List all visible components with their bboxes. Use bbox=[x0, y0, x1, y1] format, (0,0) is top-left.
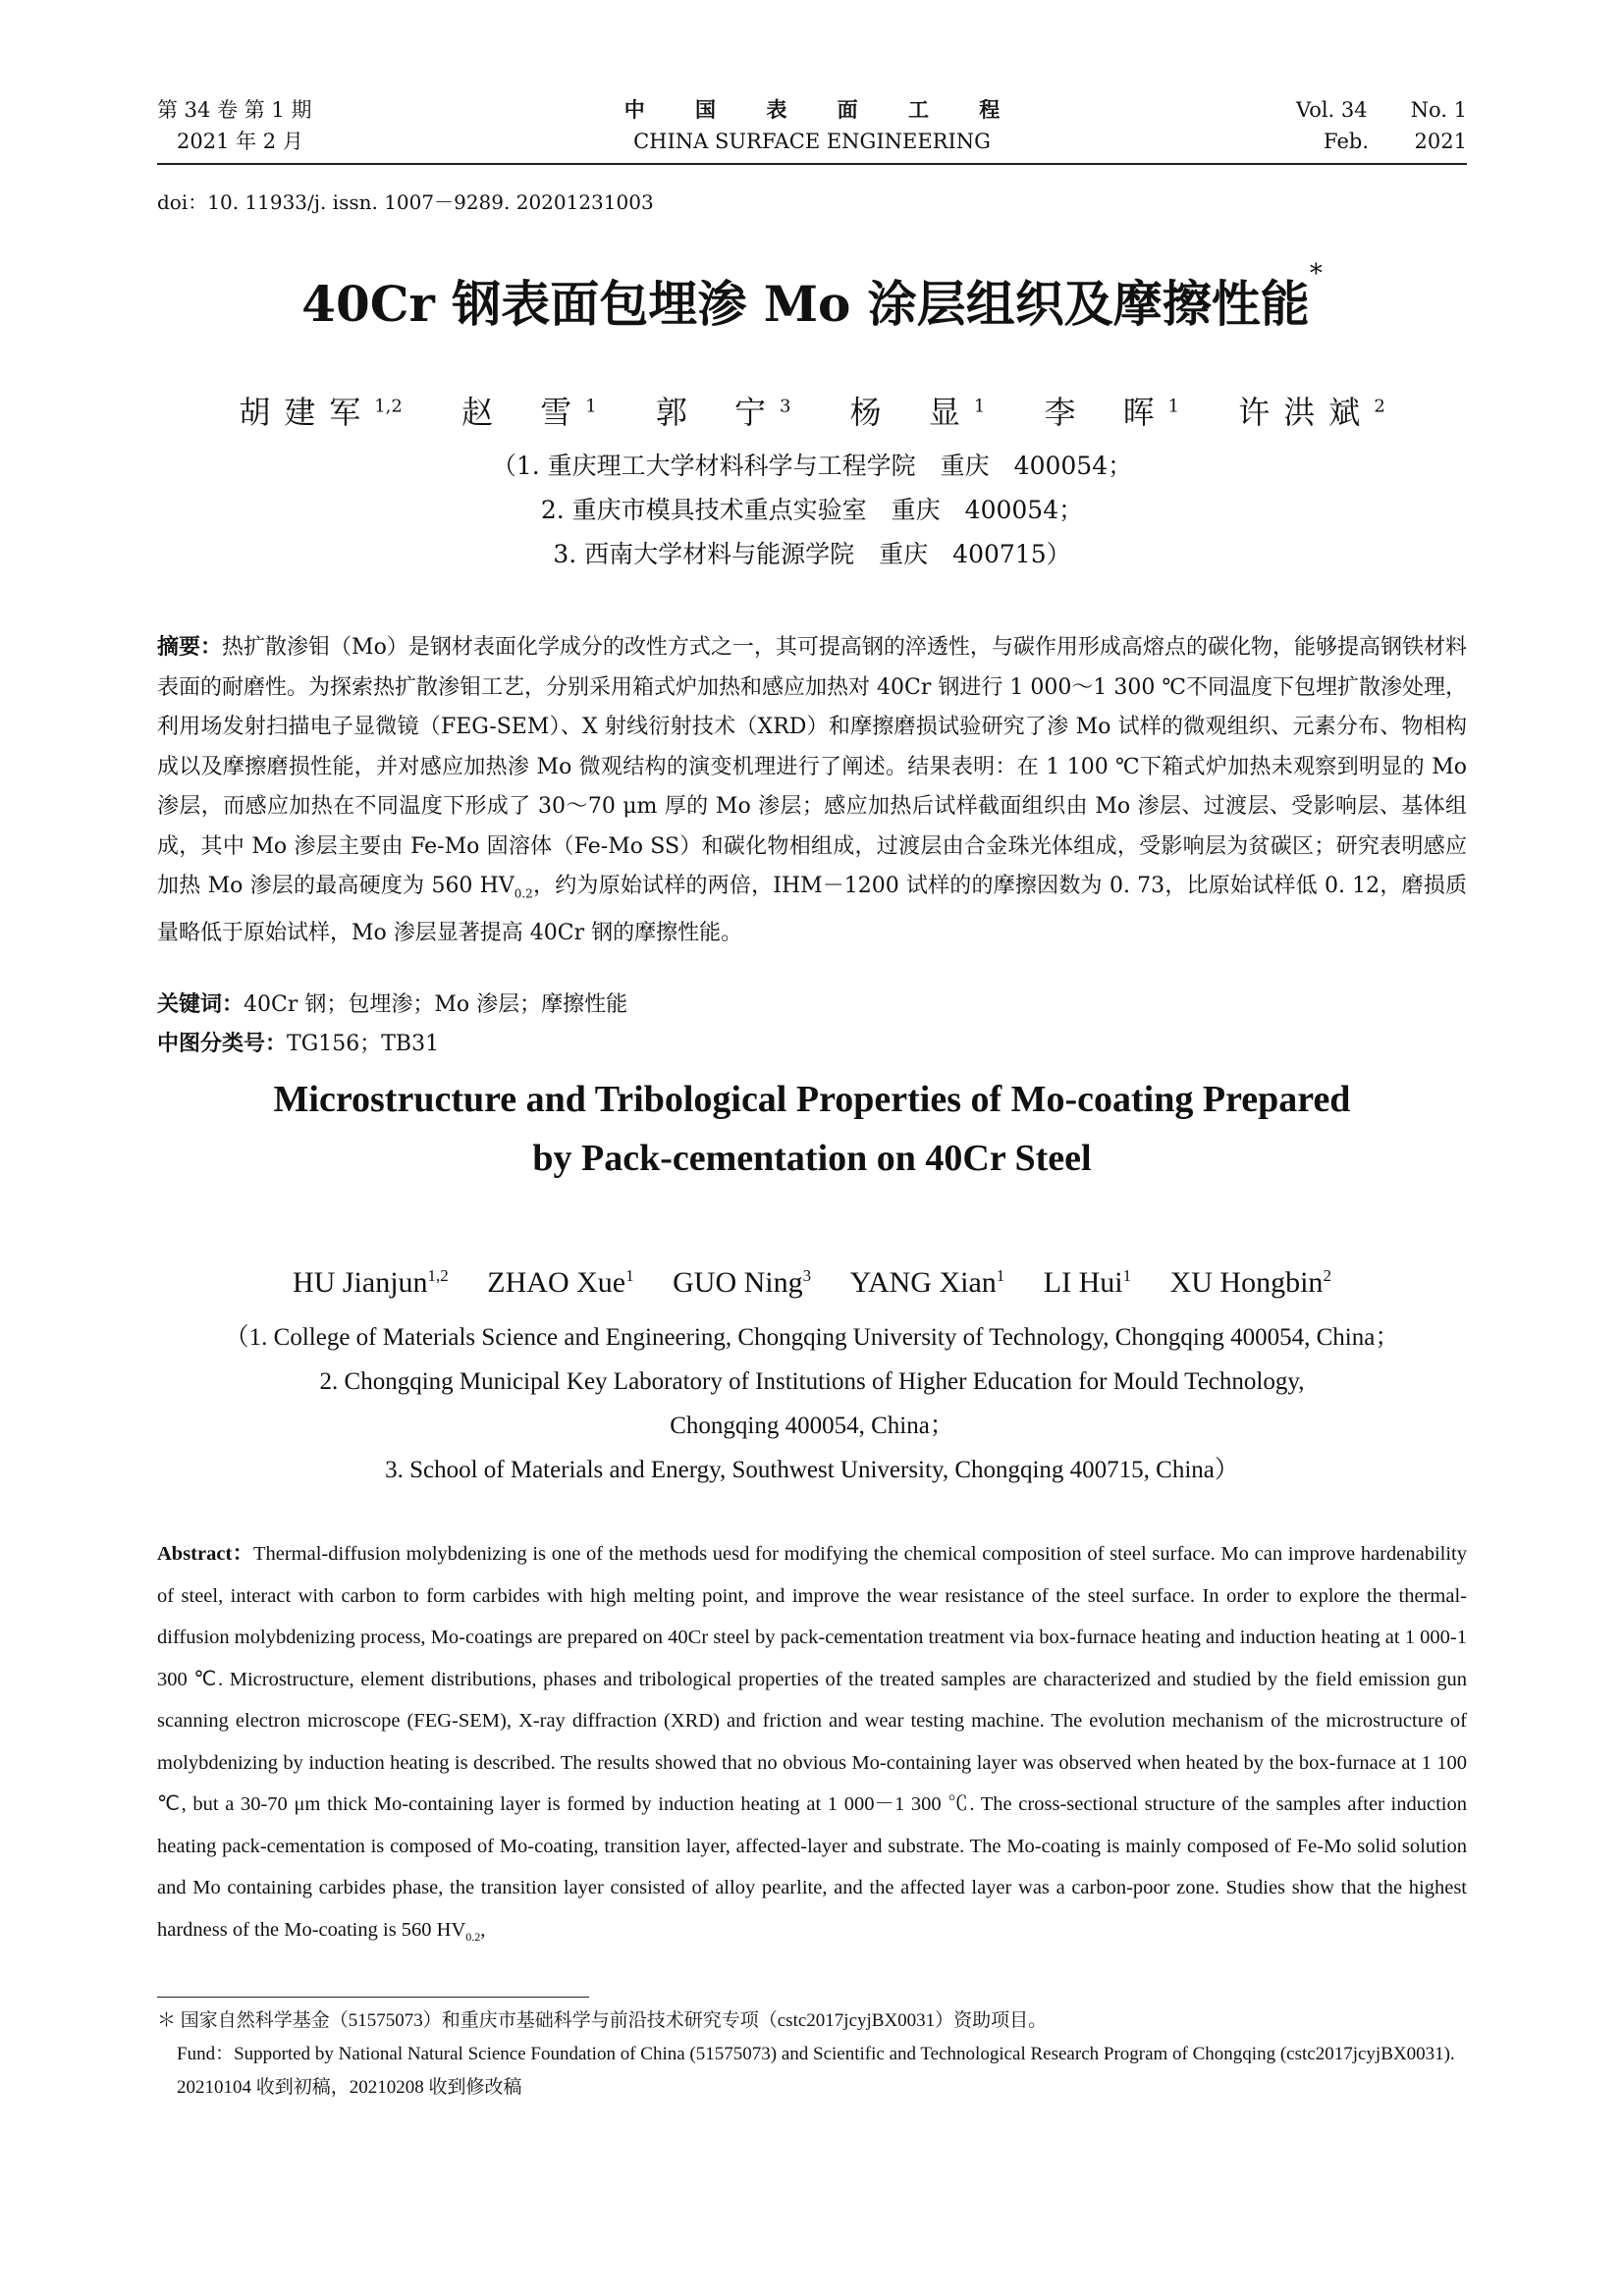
authors-zh bbox=[0, 388, 1624, 433]
keywords-zh-text: 40Cr 钢；包埋渗；Mo 渗层；摩擦性能 bbox=[244, 992, 628, 1017]
footnote-rule bbox=[157, 1997, 589, 1998]
fund-zh: ＊ 国家自然科学基金（51575073）和重庆市基础科学与前沿技术研究专项（cstc2017jcyjBX0031）资助项目。 bbox=[157, 2010, 1048, 2031]
title-zh-text: 40Cr 钢表面包埋渗 Mo 涂层组织及摩擦性能 bbox=[301, 275, 1310, 333]
title-en bbox=[0, 1070, 1624, 1188]
title-en-line: by Pack-cementation on 40Cr Steel bbox=[532, 1138, 1092, 1179]
abstract-zh-text-end: ，约为原始试样的两倍，IHM－1200 试样的的摩擦因数为 0. 73，比原始试样低 0. 12，磨损质量略低于原始试样，Mo 渗层显著提高 40Cr 钢的摩擦性能。 bbox=[157, 874, 1468, 945]
abstract-en-label: Abstract： bbox=[157, 1543, 253, 1565]
author-en: GUO Ning$^3$ bbox=[673, 1266, 812, 1299]
author-zh: 李 晖$^1$ bbox=[1044, 394, 1180, 431]
author-en: YANG Xian$^1$ bbox=[849, 1266, 1005, 1299]
abstract-en-tail: , bbox=[480, 1918, 486, 1941]
received-dates: 20210104 收到初稿，20210208 收到修改稿 bbox=[177, 2077, 522, 2098]
affiliation-en: 2. Chongqing Municipal Key Laboratory of Institutions of Higher Education for Mould Technology, bbox=[319, 1368, 1305, 1395]
hardness-subscript: 0.2 bbox=[514, 886, 533, 901]
clc-number bbox=[157, 1025, 439, 1064]
author-en: HU Jianjun$^{1,2}$ bbox=[293, 1266, 449, 1299]
title-zh bbox=[0, 259, 1624, 336]
author-zh: 杨 显$^1$ bbox=[849, 394, 986, 431]
fund-en: Fund：Supported by National Natural Science Foundation of China (51575073) and Scientific and Technological Research Program of Chongqing (cstc2017jcyjBX0031). bbox=[177, 2044, 1455, 2064]
abstract-zh bbox=[157, 628, 1467, 953]
header-right bbox=[1296, 94, 1467, 157]
journal-name-en: CHINA SURFACE ENGINEERING bbox=[633, 130, 991, 153]
authors-en bbox=[0, 1266, 1624, 1300]
author-zh: 郭 宁$^3$ bbox=[655, 394, 791, 431]
title-footnote-mark: * bbox=[1309, 259, 1323, 289]
abstract-en bbox=[157, 1533, 1467, 1957]
volume-en: Vol. 34 bbox=[1295, 98, 1368, 122]
affiliation-en: 3. School of Materials and Energy, Southwest University, Chongqing 400715, China） bbox=[385, 1457, 1239, 1483]
running-header bbox=[157, 94, 1467, 165]
abstract-zh-label: 摘要： bbox=[157, 635, 223, 660]
affiliation-en: （1. College of Materials Science and Engineering, Chongqing University of Technology, Chongqing 400054, China； bbox=[224, 1324, 1400, 1351]
date-zh: 2021 年 2 月 bbox=[177, 130, 303, 153]
affiliations-en bbox=[147, 1315, 1477, 1492]
author-en: XU Hongbin$^2$ bbox=[1169, 1266, 1331, 1299]
author-en: LI Hui$^1$ bbox=[1043, 1266, 1132, 1299]
author-en: ZHAO Xue$^1$ bbox=[487, 1266, 634, 1299]
title-en-line: Microstructure and Tribological Properties of Mo-coating Prepared bbox=[273, 1079, 1351, 1120]
author-zh: 胡建军$^{1,2}$ bbox=[239, 394, 403, 431]
keywords-zh bbox=[157, 986, 627, 1025]
keywords-zh-label: 关键词： bbox=[157, 992, 244, 1017]
clc-label: 中图分类号： bbox=[157, 1032, 288, 1056]
header-center bbox=[157, 94, 1467, 157]
affiliation-zh: 3. 西南大学材料与能源学院 重庆 400715） bbox=[553, 540, 1071, 568]
number-en: No. 1 bbox=[1410, 98, 1467, 122]
clc-text: TG156；TB31 bbox=[287, 1032, 440, 1056]
volume-issue-zh: 第 34 卷 第 1 期 bbox=[157, 98, 312, 122]
author-zh: 许洪斌$^2$ bbox=[1238, 394, 1385, 431]
affiliation-en: Chongqing 400054, China； bbox=[670, 1413, 954, 1439]
journal-name-zh: 中 国 表 面 工 程 bbox=[623, 97, 1022, 122]
hardness-subscript: 0.2 bbox=[465, 1929, 481, 1944]
year-en: 2021 bbox=[1414, 130, 1467, 153]
author-zh: 赵 雪$^1$ bbox=[461, 394, 597, 431]
affiliation-zh: （1. 重庆理工大学材料科学与工程学院 重庆 400054； bbox=[491, 452, 1133, 480]
doi-line: doi：10. 11933/j. issn. 1007－9289. 20201231003 bbox=[157, 190, 654, 214]
abstract-zh-text: 热扩散渗钼（Mo）是钢材表面化学成分的改性方式之一，其可提高钢的淬透性，与碳作用形成高熔点的碳化物，能够提高钢铁材料表面的耐磨性。为探索热扩散渗钼工艺，分别采用箱式炉加热和感应加热对 40Cr 钢进行 1 000～1 300 ℃不同温度下包埋扩散渗处理，利用场发射扫描电子显微镜（FEG-SEM）、X 射线衍射技术（XRD）和摩擦磨损试验研究了渗 Mo 试样的微观组织、元素分布、物相构成以及摩擦磨损性能，并对感应加热渗 Mo 微观结构的演变机理进行了阐述。结果表明：在 1 100 ℃下箱式炉加热未观察到明显的 Mo 渗层，而感应加热在不同温度下形成了 30～70 μm 厚的 Mo 渗层；感应加热后试样截面组织由 Mo 渗层、过渡层、受影响层、基体组成，其中 Mo 渗层主要由 Fe-Mo 固溶体（Fe-Mo SS）和碳化物相组成，过渡层由合金珠光体组成，受影响层为贫碳区；研究表明感应加热 Mo 渗层的最高硬度为 560 HV bbox=[157, 635, 1467, 898]
affiliations-zh bbox=[0, 444, 1624, 576]
month-en: Feb. bbox=[1324, 130, 1369, 153]
affiliation-zh: 2. 重庆市模具技术重点实验室 重庆 400054； bbox=[540, 496, 1084, 524]
abstract-en-text: Thermal-diffusion molybdenizing is one of the methods uesd for modifying the chemical composition of steel surface. Mo can improve hardenability of steel, interact with carbon to form carbides with high melting point, and improve the wear resistance of the steel surface. In order to explore the thermal-diffusion molybdenizing process, Mo-coatings are prepared on 40Cr steel by pack-cementation treatment via box-furnace heating and induction heating at 1 000-1 300 ℃. Microstructure, element distributions, phases and tribological properties of the treated samples are characterized and studied by the field emission gun scanning electron microscope (FEG-SEM), X-ray diffraction (XRD) and friction and wear testing machine. The evolution mechanism of the microstructure of molybdenizing by induction heating is described. The results showed that no obvious Mo-containing layer was observed when heated by the box-furnace at 1 100 ℃, but a 30-70 μm thick Mo-containing layer is formed by induction heating at 1 000－1 300 ℃. The cross-sectional structure of the samples after induction heating pack-cementation is composed of Mo-coating, transition layer, affected-layer and substrate. The Mo-coating is mainly composed of Fe-Mo solid solution and Mo containing carbides phase, the transition layer consisted of alloy pearlite, and the affected layer was a carbon-poor zone. Studies show that the highest hardness of the Mo-coating is 560 HV bbox=[157, 1543, 1467, 1941]
footnote bbox=[157, 2004, 1467, 2105]
